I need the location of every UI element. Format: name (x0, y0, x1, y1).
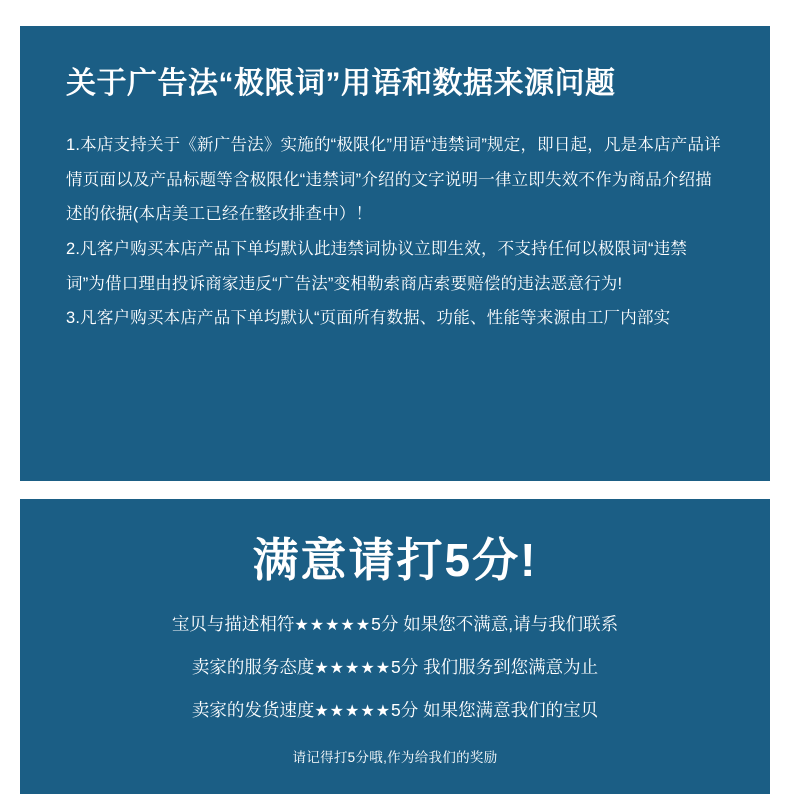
rating-line-3-prefix: 卖家的发货速度 (191, 700, 315, 721)
rating-line-3-suffix: 如果您满意我们的宝贝 (423, 700, 599, 721)
five-star-icon: ★★★★★ (314, 659, 392, 677)
five-star-icon: ★★★★★ (294, 616, 372, 634)
rating-line-1-suffix: 如果您不满意,请与我们联系 (403, 613, 619, 634)
rating-panel-title: 满意请打5分! (252, 534, 538, 586)
law-paragraph-1: 1.本店支持关于《新广告法》实施的“极限化”用语“违禁词”规定，即日起，凡是本店产品详情页面以及产品标题等含极限化“违禁词”介绍的文字说明一律立即失效不作为商品介绍描述的依据(本店美工已经在整改排查中）！ (66, 136, 721, 224)
rating-line-item-service (192, 655, 598, 680)
rating-reward-note: 请记得打5分哦,作为给我们的奖励 (292, 749, 498, 765)
advertising-law-panel (20, 26, 770, 481)
rating-request-panel (20, 499, 770, 794)
rating-line-item-shipping (192, 698, 598, 723)
law-panel-body (66, 128, 724, 336)
rating-line-2-score: 5分 (391, 656, 419, 677)
rating-line-1-score: 5分 (371, 613, 399, 634)
rating-line-3-score: 5分 (391, 700, 419, 721)
rating-line-1-prefix: 宝贝与描述相符 (171, 613, 295, 634)
five-star-icon: ★★★★★ (314, 703, 392, 721)
rating-line-2-suffix: 我们服务到您满意为止 (423, 656, 599, 677)
rating-line-item-description (172, 612, 618, 637)
law-paragraph-3: 3.凡客户购买本店产品下单均默认“页面所有数据、功能、性能等来源由工厂内部实 (66, 309, 671, 328)
law-panel-title: 关于广告法“极限词”用语和数据来源问题 (66, 67, 616, 100)
rating-line-2-prefix: 卖家的服务态度 (191, 656, 315, 677)
law-paragraph-2: 2.凡客户购买本店产品下单均默认此违禁词协议立即生效，不支持任何以极限词“违禁词”为借口理由投诉商家违反“广告法”变相勒索商店索要赔偿的违法恶意行为! (66, 239, 688, 293)
